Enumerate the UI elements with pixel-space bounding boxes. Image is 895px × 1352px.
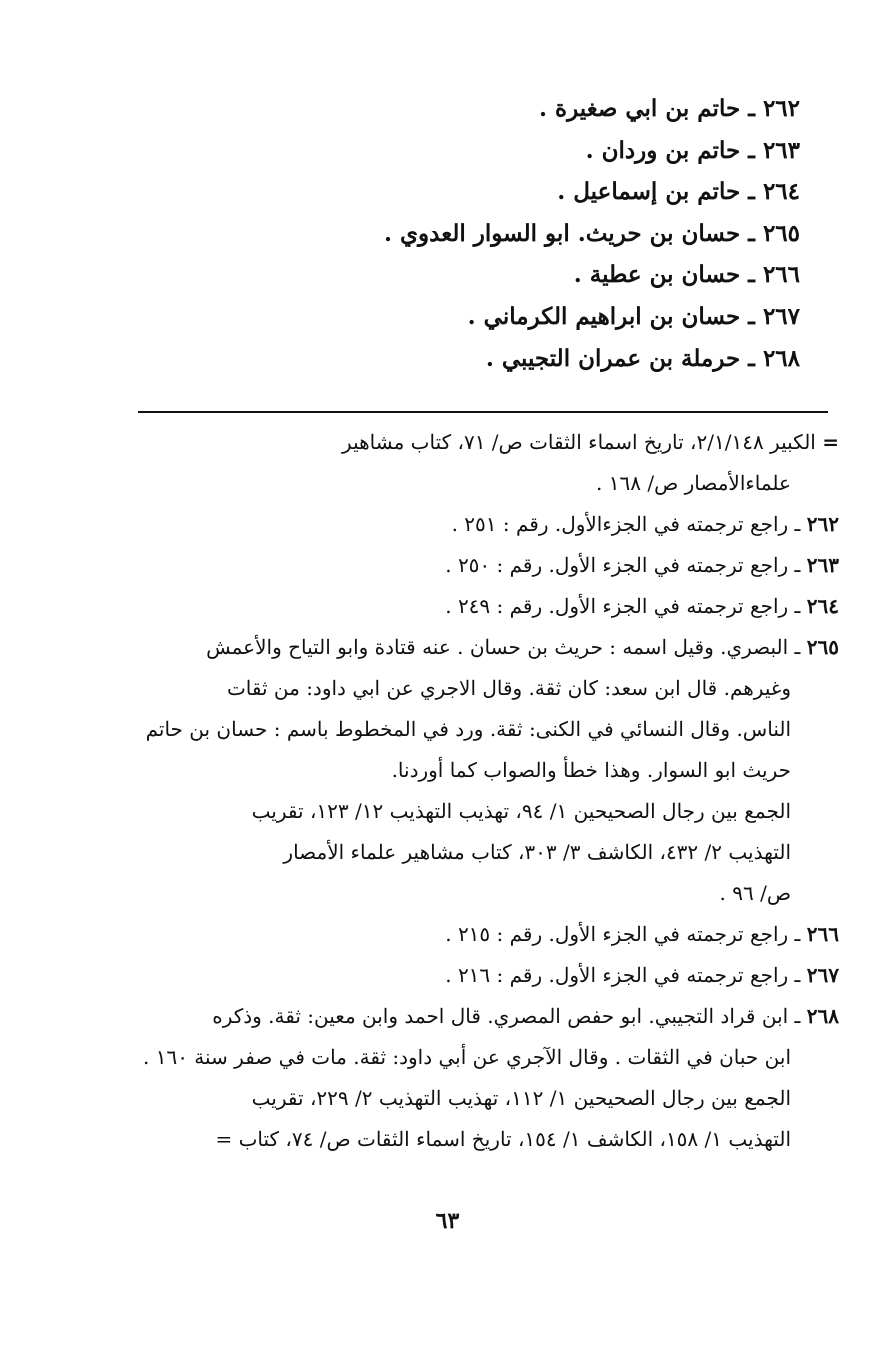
footnote-263 (139, 545, 839, 586)
footnote-268 (139, 996, 839, 1037)
footnote-line: حريث ابو السوار. وهذا خطأ والصواب كما أوردنا. (391, 758, 791, 782)
footnote-line: الكبير ٢/١/١٤٨، تاريخ اسماء الثقات ص/ ٧١، كتاب مشاهير (342, 430, 816, 454)
entry-264: ٢٦٤ ـ حاتم بن إسماعيل . (557, 178, 800, 206)
footnote-266 (139, 914, 839, 955)
footnote-text: ـ راجع ترجمته في الجزء الأول. رقم : ٢٤٩ . (445, 594, 801, 618)
footnote-text: ـ راجع ترجمته في الجزء الأول. رقم : ٢١٦ . (445, 963, 801, 987)
page-number: ٦٣ (435, 1208, 460, 1234)
footnote-number: ٢٦٣ (806, 553, 839, 577)
footnote-line: الناس. وقال النسائي في الكنى: ثقة. ورد في المخطوط باسم : حسان بن حاتم (145, 717, 791, 741)
entry-263: ٢٦٣ ـ حاتم بن وردان . (585, 136, 800, 164)
footnote-number: ٢٦٨ (806, 1004, 839, 1028)
footnote-number: ٢٦٢ (806, 512, 839, 536)
footnote-line: الجمع بين رجال الصحيحين ١/ ١١٢، تهذيب التهذيب ٢/ ٢٢٩، تقريب (251, 1086, 791, 1110)
footnote-number: ٢٦٦ (806, 922, 839, 946)
footnote-number: ٢٦٤ (806, 594, 839, 618)
footnote-line: ـ البصري. وقيل اسمه : حريث بن حسان . عنه قتادة وابو التياح والأعمش (206, 635, 801, 659)
footnote-divider (138, 411, 828, 413)
footnote-262 (139, 504, 839, 545)
footnote-265 (139, 627, 839, 668)
entry-list (200, 88, 800, 379)
footnotes (139, 422, 839, 1160)
footnote-line: الجمع بين رجال الصحيحين ١/ ٩٤، تهذيب التهذيب ١٢/ ١٢٣، تقريب (251, 799, 791, 823)
footnote-line: ابن حبان في الثقات . وقال الآجري عن أبي داود: ثقة. مات في صفر سنة ١٦٠ . (142, 1045, 791, 1069)
carryover-marker: = (822, 430, 839, 454)
entry-265: ٢٦٥ ـ حسان بن حريث. ابو السوار العدوي . (384, 219, 800, 247)
footnote-line: التهذيب ٢/ ٤٣٢، الكاشف ٣/ ٣٠٣، كتاب مشاهير علماء الأمصار (283, 840, 791, 864)
footnote-number: ٢٦٧ (806, 963, 839, 987)
footnote-text: ـ راجع ترجمته في الجزء الأول. رقم : ٢٥٠ . (445, 553, 801, 577)
footnote-carryover (139, 422, 839, 463)
footnote-264 (139, 586, 839, 627)
footnote-line: التهذيب ١/ ١٥٨، الكاشف ١/ ١٥٤، تاريخ اسماء الثقات ص/ ٧٤، كتاب = (215, 1127, 791, 1151)
footnote-line: ـ ابن قراد التجيبي. ابو حفص المصري. قال احمد وابن معين: ثقة. وذكره (212, 1004, 801, 1028)
footnote-line: علماءالأمصار ص/ ١٦٨ . (596, 471, 791, 495)
footnote-number: ٢٦٥ (806, 635, 839, 659)
footnote-text: ـ راجع ترجمته في الجزءالأول. رقم : ٢٥١ . (451, 512, 801, 536)
footnote-267 (139, 955, 839, 996)
entry-267: ٢٦٧ ـ حسان بن ابراهيم الكرماني . (467, 302, 800, 330)
footnote-line: وغيرهم. قال ابن سعد: كان ثقة. وقال الاجري عن ابي داود: من ثقات (226, 676, 791, 700)
entry-266: ٢٦٦ ـ حسان بن عطية . (573, 261, 800, 289)
entry-268: ٢٦٨ ـ حرملة بن عمران التجيبي . (485, 344, 800, 372)
entry-262: ٢٦٢ ـ حاتم بن ابي صغيرة . (539, 95, 800, 122)
footnote-line: ص/ ٩٦ . (719, 881, 791, 905)
footnote-text: ـ راجع ترجمته في الجزء الأول. رقم : ٢١٥ . (445, 922, 801, 946)
